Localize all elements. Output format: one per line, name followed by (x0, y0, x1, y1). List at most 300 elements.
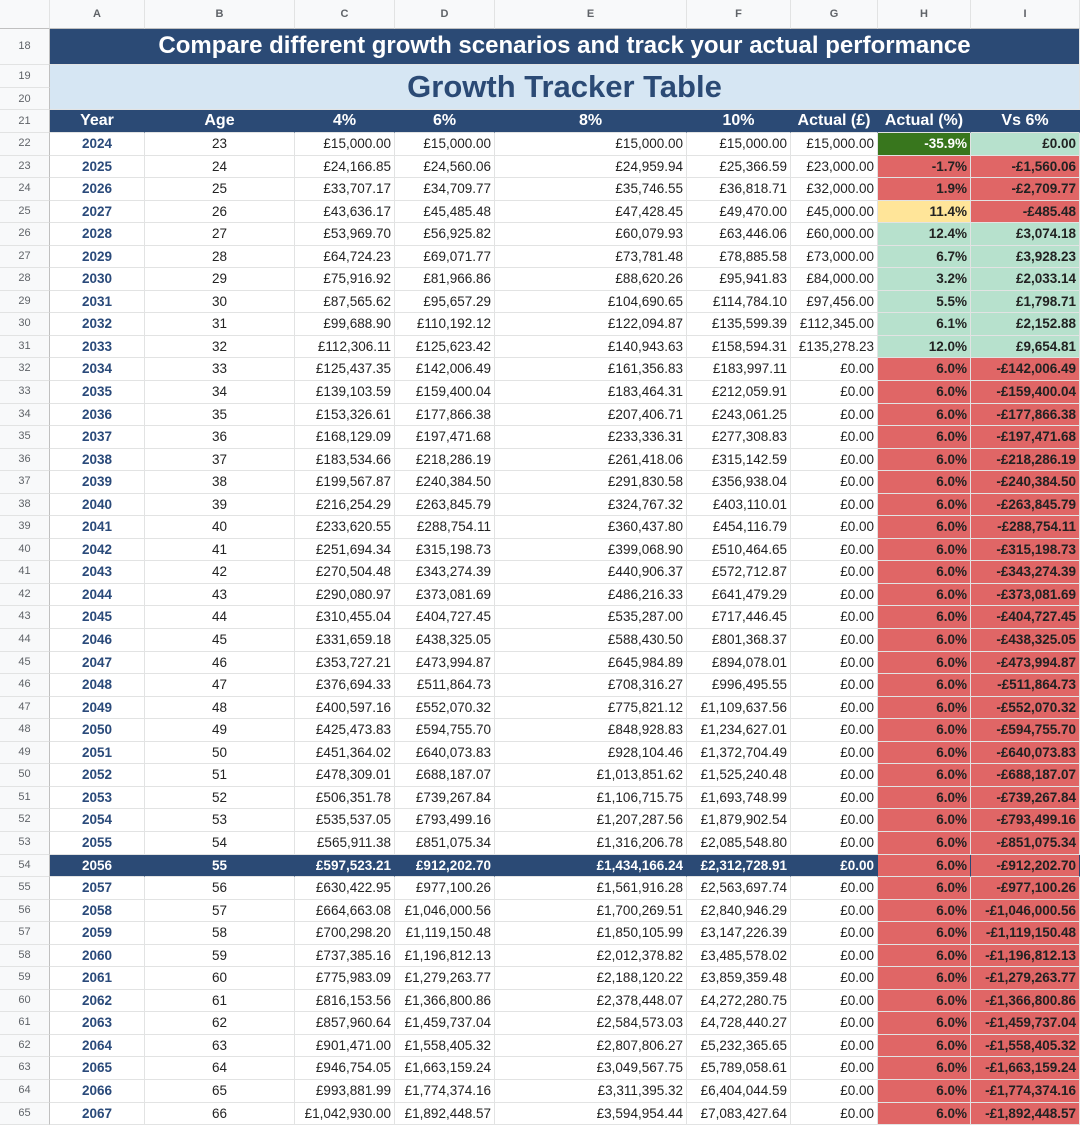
row-number[interactable]: 31 (0, 336, 50, 359)
vs-6pct-cell[interactable]: -£177,866.38 (971, 404, 1080, 427)
year-cell[interactable]: 2031 (50, 291, 145, 314)
vs-6pct-cell[interactable]: -£511,864.73 (971, 674, 1080, 697)
growth-6pct-cell[interactable]: £912,202.70 (395, 855, 495, 878)
growth-4pct-cell[interactable]: £331,659.18 (295, 629, 395, 652)
growth-8pct-cell[interactable]: £207,406.71 (495, 404, 687, 427)
actual-pct-cell[interactable]: 6.0% (878, 742, 971, 765)
column-header-e[interactable]: E (495, 0, 687, 29)
growth-6pct-cell[interactable]: £594,755.70 (395, 719, 495, 742)
year-cell[interactable]: 2032 (50, 313, 145, 336)
actual-pct-cell[interactable]: 1.9% (878, 178, 971, 201)
vs-6pct-cell[interactable]: £3,074.18 (971, 223, 1080, 246)
row-number[interactable]: 34 (0, 404, 50, 427)
growth-8pct-cell[interactable]: £324,767.32 (495, 494, 687, 517)
row-number[interactable]: 37 (0, 471, 50, 494)
age-cell[interactable]: 41 (145, 539, 295, 562)
year-cell[interactable]: 2060 (50, 945, 145, 968)
growth-4pct-cell[interactable]: £290,080.97 (295, 584, 395, 607)
growth-6pct-cell[interactable]: £404,727.45 (395, 606, 495, 629)
age-cell[interactable]: 50 (145, 742, 295, 765)
growth-6pct-cell[interactable]: £263,845.79 (395, 494, 495, 517)
year-cell[interactable]: 2036 (50, 404, 145, 427)
age-cell[interactable]: 57 (145, 900, 295, 923)
actual-gbp-cell[interactable]: £0.00 (791, 471, 878, 494)
actual-gbp-cell[interactable]: £0.00 (791, 494, 878, 517)
growth-4pct-cell[interactable]: £535,537.05 (295, 809, 395, 832)
row-number[interactable]: 43 (0, 606, 50, 629)
actual-gbp-cell[interactable]: £45,000.00 (791, 201, 878, 224)
year-cell[interactable]: 2058 (50, 900, 145, 923)
row-number[interactable]: 38 (0, 494, 50, 517)
actual-gbp-cell[interactable]: £0.00 (791, 1035, 878, 1058)
growth-6pct-cell[interactable]: £688,187.07 (395, 764, 495, 787)
growth-4pct-cell[interactable]: £946,754.05 (295, 1057, 395, 1080)
row-number[interactable]: 26 (0, 223, 50, 246)
age-cell[interactable]: 38 (145, 471, 295, 494)
age-cell[interactable]: 65 (145, 1080, 295, 1103)
row-number[interactable]: 51 (0, 787, 50, 810)
growth-8pct-cell[interactable]: £2,188,120.22 (495, 967, 687, 990)
growth-6pct-cell[interactable]: £34,709.77 (395, 178, 495, 201)
growth-6pct-cell[interactable]: £315,198.73 (395, 539, 495, 562)
growth-4pct-cell[interactable]: £199,567.87 (295, 471, 395, 494)
row-number[interactable]: 61 (0, 1012, 50, 1035)
growth-4pct-cell[interactable]: £630,422.95 (295, 877, 395, 900)
row-number[interactable]: 19 (0, 65, 50, 88)
growth-6pct-cell[interactable]: £1,279,263.77 (395, 967, 495, 990)
actual-pct-cell[interactable]: 6.0% (878, 990, 971, 1013)
age-cell[interactable]: 37 (145, 449, 295, 472)
actual-gbp-cell[interactable]: £0.00 (791, 855, 878, 878)
header-4pct[interactable]: 4% (295, 110, 395, 133)
growth-8pct-cell[interactable]: £2,807,806.27 (495, 1035, 687, 1058)
column-header-d[interactable]: D (395, 0, 495, 29)
age-cell[interactable]: 27 (145, 223, 295, 246)
age-cell[interactable]: 64 (145, 1057, 295, 1080)
growth-8pct-cell[interactable]: £35,746.55 (495, 178, 687, 201)
growth-6pct-cell[interactable]: £793,499.16 (395, 809, 495, 832)
age-cell[interactable]: 58 (145, 922, 295, 945)
age-cell[interactable]: 26 (145, 201, 295, 224)
age-cell[interactable]: 40 (145, 516, 295, 539)
age-cell[interactable]: 36 (145, 426, 295, 449)
actual-gbp-cell[interactable]: £0.00 (791, 449, 878, 472)
growth-8pct-cell[interactable]: £161,356.83 (495, 358, 687, 381)
actual-pct-cell[interactable]: 6.0% (878, 494, 971, 517)
growth-6pct-cell[interactable]: £125,623.42 (395, 336, 495, 359)
year-cell[interactable]: 2062 (50, 990, 145, 1013)
row-number[interactable]: 44 (0, 629, 50, 652)
vs-6pct-cell[interactable]: -£594,755.70 (971, 719, 1080, 742)
actual-gbp-cell[interactable]: £0.00 (791, 1012, 878, 1035)
actual-pct-cell[interactable]: 6.0% (878, 1057, 971, 1080)
actual-pct-cell[interactable]: 6.0% (878, 809, 971, 832)
year-cell[interactable]: 2049 (50, 697, 145, 720)
growth-6pct-cell[interactable]: £15,000.00 (395, 133, 495, 156)
vs-6pct-cell[interactable]: -£739,267.84 (971, 787, 1080, 810)
growth-8pct-cell[interactable]: £60,079.93 (495, 223, 687, 246)
year-cell[interactable]: 2034 (50, 358, 145, 381)
growth-10pct-cell[interactable]: £49,470.00 (687, 201, 791, 224)
year-cell[interactable]: 2040 (50, 494, 145, 517)
actual-gbp-cell[interactable]: £0.00 (791, 652, 878, 675)
row-number[interactable]: 54 (0, 855, 50, 878)
age-cell[interactable]: 45 (145, 629, 295, 652)
growth-8pct-cell[interactable]: £775,821.12 (495, 697, 687, 720)
row-number[interactable]: 25 (0, 201, 50, 224)
growth-4pct-cell[interactable]: £506,351.78 (295, 787, 395, 810)
growth-4pct-cell[interactable]: £233,620.55 (295, 516, 395, 539)
actual-pct-cell[interactable]: 6.0% (878, 922, 971, 945)
growth-6pct-cell[interactable]: £438,325.05 (395, 629, 495, 652)
actual-gbp-cell[interactable]: £0.00 (791, 990, 878, 1013)
column-header-c[interactable]: C (295, 0, 395, 29)
actual-gbp-cell[interactable]: £0.00 (791, 381, 878, 404)
actual-pct-cell[interactable]: 6.0% (878, 471, 971, 494)
growth-8pct-cell[interactable]: £183,464.31 (495, 381, 687, 404)
growth-10pct-cell[interactable]: £212,059.91 (687, 381, 791, 404)
row-number[interactable]: 64 (0, 1080, 50, 1103)
growth-8pct-cell[interactable]: £1,316,206.78 (495, 832, 687, 855)
vs-6pct-cell[interactable]: -£288,754.11 (971, 516, 1080, 539)
growth-8pct-cell[interactable]: £3,049,567.75 (495, 1057, 687, 1080)
actual-gbp-cell[interactable]: £0.00 (791, 1103, 878, 1125)
year-cell[interactable]: 2067 (50, 1103, 145, 1125)
growth-4pct-cell[interactable]: £857,960.64 (295, 1012, 395, 1035)
age-cell[interactable]: 31 (145, 313, 295, 336)
header-actual-gbp[interactable]: Actual (£) (791, 110, 878, 133)
vs-6pct-cell[interactable]: -£793,499.16 (971, 809, 1080, 832)
vs-6pct-cell[interactable]: -£552,070.32 (971, 697, 1080, 720)
vs-6pct-cell[interactable]: £1,798.71 (971, 291, 1080, 314)
year-cell[interactable]: 2056 (50, 855, 145, 878)
growth-8pct-cell[interactable]: £291,830.58 (495, 471, 687, 494)
vs-6pct-cell[interactable]: -£142,006.49 (971, 358, 1080, 381)
growth-10pct-cell[interactable]: £1,525,240.48 (687, 764, 791, 787)
growth-6pct-cell[interactable]: £218,286.19 (395, 449, 495, 472)
growth-10pct-cell[interactable]: £7,083,427.64 (687, 1103, 791, 1125)
growth-4pct-cell[interactable]: £901,471.00 (295, 1035, 395, 1058)
age-cell[interactable]: 60 (145, 967, 295, 990)
age-cell[interactable]: 54 (145, 832, 295, 855)
actual-gbp-cell[interactable]: £0.00 (791, 877, 878, 900)
growth-8pct-cell[interactable]: £645,984.89 (495, 652, 687, 675)
row-number[interactable]: 46 (0, 674, 50, 697)
growth-10pct-cell[interactable]: £95,941.83 (687, 268, 791, 291)
growth-4pct-cell[interactable]: £53,969.70 (295, 223, 395, 246)
growth-8pct-cell[interactable]: £104,690.65 (495, 291, 687, 314)
vs-6pct-cell[interactable]: -£977,100.26 (971, 877, 1080, 900)
growth-6pct-cell[interactable]: £640,073.83 (395, 742, 495, 765)
growth-4pct-cell[interactable]: £87,565.62 (295, 291, 395, 314)
age-cell[interactable]: 35 (145, 404, 295, 427)
column-header-b[interactable]: B (145, 0, 295, 29)
actual-pct-cell[interactable]: 5.5% (878, 291, 971, 314)
actual-pct-cell[interactable]: 6.0% (878, 404, 971, 427)
actual-gbp-cell[interactable]: £23,000.00 (791, 156, 878, 179)
growth-10pct-cell[interactable]: £243,061.25 (687, 404, 791, 427)
age-cell[interactable]: 55 (145, 855, 295, 878)
year-cell[interactable]: 2048 (50, 674, 145, 697)
actual-pct-cell[interactable]: 6.0% (878, 539, 971, 562)
growth-4pct-cell[interactable]: £353,727.21 (295, 652, 395, 675)
growth-10pct-cell[interactable]: £996,495.55 (687, 674, 791, 697)
actual-pct-cell[interactable]: 6.0% (878, 561, 971, 584)
vs-6pct-cell[interactable]: -£1,046,000.56 (971, 900, 1080, 923)
year-cell[interactable]: 2064 (50, 1035, 145, 1058)
age-cell[interactable]: 34 (145, 381, 295, 404)
actual-gbp-cell[interactable]: £0.00 (791, 516, 878, 539)
growth-4pct-cell[interactable]: £816,153.56 (295, 990, 395, 1013)
growth-6pct-cell[interactable]: £24,560.06 (395, 156, 495, 179)
age-cell[interactable]: 42 (145, 561, 295, 584)
actual-pct-cell[interactable]: 6.0% (878, 606, 971, 629)
actual-pct-cell[interactable]: 6.0% (878, 945, 971, 968)
actual-pct-cell[interactable]: 12.4% (878, 223, 971, 246)
growth-4pct-cell[interactable]: £376,694.33 (295, 674, 395, 697)
header-age[interactable]: Age (145, 110, 295, 133)
growth-4pct-cell[interactable]: £400,597.16 (295, 697, 395, 720)
growth-4pct-cell[interactable]: £139,103.59 (295, 381, 395, 404)
growth-4pct-cell[interactable]: £33,707.17 (295, 178, 395, 201)
growth-6pct-cell[interactable]: £81,966.86 (395, 268, 495, 291)
growth-10pct-cell[interactable]: £6,404,044.59 (687, 1080, 791, 1103)
growth-10pct-cell[interactable]: £1,109,637.56 (687, 697, 791, 720)
actual-pct-cell[interactable]: 6.0% (878, 1080, 971, 1103)
row-number[interactable]: 45 (0, 652, 50, 675)
actual-pct-cell[interactable]: 3.2% (878, 268, 971, 291)
actual-gbp-cell[interactable]: £0.00 (791, 945, 878, 968)
growth-4pct-cell[interactable]: £99,688.90 (295, 313, 395, 336)
growth-8pct-cell[interactable]: £261,418.06 (495, 449, 687, 472)
row-number[interactable]: 60 (0, 990, 50, 1013)
actual-gbp-cell[interactable]: £97,456.00 (791, 291, 878, 314)
growth-4pct-cell[interactable]: £43,636.17 (295, 201, 395, 224)
vs-6pct-cell[interactable]: -£1,560.06 (971, 156, 1080, 179)
growth-8pct-cell[interactable]: £1,434,166.24 (495, 855, 687, 878)
growth-6pct-cell[interactable]: £110,192.12 (395, 313, 495, 336)
growth-4pct-cell[interactable]: £270,504.48 (295, 561, 395, 584)
growth-10pct-cell[interactable]: £15,000.00 (687, 133, 791, 156)
growth-10pct-cell[interactable]: £63,446.06 (687, 223, 791, 246)
age-cell[interactable]: 66 (145, 1103, 295, 1125)
vs-6pct-cell[interactable]: -£485.48 (971, 201, 1080, 224)
growth-6pct-cell[interactable]: £1,892,448.57 (395, 1103, 495, 1125)
actual-gbp-cell[interactable]: £112,345.00 (791, 313, 878, 336)
actual-pct-cell[interactable]: 6.0% (878, 900, 971, 923)
growth-10pct-cell[interactable]: £454,116.79 (687, 516, 791, 539)
vs-6pct-cell[interactable]: £9,654.81 (971, 336, 1080, 359)
row-number[interactable]: 36 (0, 449, 50, 472)
age-cell[interactable]: 29 (145, 268, 295, 291)
row-number[interactable]: 20 (0, 88, 50, 111)
growth-8pct-cell[interactable]: £848,928.83 (495, 719, 687, 742)
row-number[interactable]: 33 (0, 381, 50, 404)
row-number[interactable]: 29 (0, 291, 50, 314)
row-number[interactable]: 23 (0, 156, 50, 179)
growth-8pct-cell[interactable]: £2,378,448.07 (495, 990, 687, 1013)
row-number[interactable]: 48 (0, 719, 50, 742)
actual-gbp-cell[interactable]: £60,000.00 (791, 223, 878, 246)
vs-6pct-cell[interactable]: -£218,286.19 (971, 449, 1080, 472)
growth-10pct-cell[interactable]: £5,789,058.61 (687, 1057, 791, 1080)
growth-6pct-cell[interactable]: £1,046,000.56 (395, 900, 495, 923)
growth-10pct-cell[interactable]: £4,272,280.75 (687, 990, 791, 1013)
actual-gbp-cell[interactable]: £0.00 (791, 584, 878, 607)
year-cell[interactable]: 2029 (50, 246, 145, 269)
year-cell[interactable]: 2051 (50, 742, 145, 765)
actual-pct-cell[interactable]: 6.0% (878, 967, 971, 990)
row-number[interactable]: 47 (0, 697, 50, 720)
row-number[interactable]: 35 (0, 426, 50, 449)
row-number[interactable]: 49 (0, 742, 50, 765)
vs-6pct-cell[interactable]: -£688,187.07 (971, 764, 1080, 787)
actual-pct-cell[interactable]: 6.0% (878, 516, 971, 539)
growth-4pct-cell[interactable]: £125,437.35 (295, 358, 395, 381)
vs-6pct-cell[interactable]: -£851,075.34 (971, 832, 1080, 855)
growth-10pct-cell[interactable]: £36,818.71 (687, 178, 791, 201)
growth-4pct-cell[interactable]: £112,306.11 (295, 336, 395, 359)
vs-6pct-cell[interactable]: -£197,471.68 (971, 426, 1080, 449)
header-vs-6pct[interactable]: Vs 6% (971, 110, 1080, 133)
vs-6pct-cell[interactable]: -£473,994.87 (971, 652, 1080, 675)
vs-6pct-cell[interactable]: £2,033.14 (971, 268, 1080, 291)
actual-pct-cell[interactable]: 6.0% (878, 1035, 971, 1058)
actual-pct-cell[interactable]: 6.0% (878, 787, 971, 810)
age-cell[interactable]: 32 (145, 336, 295, 359)
actual-gbp-cell[interactable]: £0.00 (791, 787, 878, 810)
age-cell[interactable]: 62 (145, 1012, 295, 1035)
growth-6pct-cell[interactable]: £473,994.87 (395, 652, 495, 675)
year-cell[interactable]: 2057 (50, 877, 145, 900)
growth-10pct-cell[interactable]: £510,464.65 (687, 539, 791, 562)
actual-pct-cell[interactable]: 12.0% (878, 336, 971, 359)
year-cell[interactable]: 2059 (50, 922, 145, 945)
growth-10pct-cell[interactable]: £315,142.59 (687, 449, 791, 472)
year-cell[interactable]: 2026 (50, 178, 145, 201)
actual-gbp-cell[interactable]: £73,000.00 (791, 246, 878, 269)
growth-8pct-cell[interactable]: £2,012,378.82 (495, 945, 687, 968)
actual-gbp-cell[interactable]: £0.00 (791, 922, 878, 945)
age-cell[interactable]: 28 (145, 246, 295, 269)
growth-10pct-cell[interactable]: £78,885.58 (687, 246, 791, 269)
growth-4pct-cell[interactable]: £24,166.85 (295, 156, 395, 179)
actual-pct-cell[interactable]: 6.0% (878, 1103, 971, 1125)
actual-gbp-cell[interactable]: £0.00 (791, 404, 878, 427)
growth-6pct-cell[interactable]: £56,925.82 (395, 223, 495, 246)
vs-6pct-cell[interactable]: -£1,558,405.32 (971, 1035, 1080, 1058)
actual-gbp-cell[interactable]: £0.00 (791, 674, 878, 697)
growth-10pct-cell[interactable]: £2,312,728.91 (687, 855, 791, 878)
actual-gbp-cell[interactable]: £0.00 (791, 606, 878, 629)
growth-4pct-cell[interactable]: £251,694.34 (295, 539, 395, 562)
growth-10pct-cell[interactable]: £158,594.31 (687, 336, 791, 359)
growth-6pct-cell[interactable]: £1,196,812.13 (395, 945, 495, 968)
year-cell[interactable]: 2042 (50, 539, 145, 562)
growth-4pct-cell[interactable]: £737,385.16 (295, 945, 395, 968)
year-cell[interactable]: 2045 (50, 606, 145, 629)
year-cell[interactable]: 2025 (50, 156, 145, 179)
age-cell[interactable]: 25 (145, 178, 295, 201)
actual-pct-cell[interactable]: -35.9% (878, 133, 971, 156)
growth-10pct-cell[interactable]: £2,085,548.80 (687, 832, 791, 855)
growth-8pct-cell[interactable]: £708,316.27 (495, 674, 687, 697)
year-cell[interactable]: 2043 (50, 561, 145, 584)
age-cell[interactable]: 53 (145, 809, 295, 832)
actual-gbp-cell[interactable]: £0.00 (791, 742, 878, 765)
row-number[interactable]: 24 (0, 178, 50, 201)
row-number[interactable]: 40 (0, 539, 50, 562)
age-cell[interactable]: 63 (145, 1035, 295, 1058)
vs-6pct-cell[interactable]: -£1,663,159.24 (971, 1057, 1080, 1080)
year-cell[interactable]: 2065 (50, 1057, 145, 1080)
actual-pct-cell[interactable]: 6.0% (878, 719, 971, 742)
growth-4pct-cell[interactable]: £216,254.29 (295, 494, 395, 517)
actual-gbp-cell[interactable]: £0.00 (791, 629, 878, 652)
year-cell[interactable]: 2024 (50, 133, 145, 156)
growth-6pct-cell[interactable]: £373,081.69 (395, 584, 495, 607)
year-cell[interactable]: 2033 (50, 336, 145, 359)
vs-6pct-cell[interactable]: -£263,845.79 (971, 494, 1080, 517)
year-cell[interactable]: 2038 (50, 449, 145, 472)
actual-pct-cell[interactable]: 6.0% (878, 764, 971, 787)
year-cell[interactable]: 2041 (50, 516, 145, 539)
growth-8pct-cell[interactable]: £360,437.80 (495, 516, 687, 539)
header-10pct[interactable]: 10% (687, 110, 791, 133)
vs-6pct-cell[interactable]: -£1,196,812.13 (971, 945, 1080, 968)
growth-10pct-cell[interactable]: £25,366.59 (687, 156, 791, 179)
growth-8pct-cell[interactable]: £1,700,269.51 (495, 900, 687, 923)
year-cell[interactable]: 2044 (50, 584, 145, 607)
growth-6pct-cell[interactable]: £159,400.04 (395, 381, 495, 404)
growth-8pct-cell[interactable]: £3,594,954.44 (495, 1103, 687, 1125)
year-cell[interactable]: 2028 (50, 223, 145, 246)
actual-gbp-cell[interactable]: £0.00 (791, 900, 878, 923)
column-header-g[interactable]: G (791, 0, 878, 29)
vs-6pct-cell[interactable]: £3,928.23 (971, 246, 1080, 269)
year-cell[interactable]: 2046 (50, 629, 145, 652)
actual-gbp-cell[interactable]: £15,000.00 (791, 133, 878, 156)
age-cell[interactable]: 23 (145, 133, 295, 156)
select-all-corner[interactable] (0, 0, 50, 29)
growth-8pct-cell[interactable]: £588,430.50 (495, 629, 687, 652)
growth-8pct-cell[interactable]: £1,207,287.56 (495, 809, 687, 832)
growth-6pct-cell[interactable]: £142,006.49 (395, 358, 495, 381)
growth-6pct-cell[interactable]: £240,384.50 (395, 471, 495, 494)
column-header-i[interactable]: I (971, 0, 1080, 29)
vs-6pct-cell[interactable]: -£1,119,150.48 (971, 922, 1080, 945)
growth-4pct-cell[interactable]: £168,129.09 (295, 426, 395, 449)
growth-4pct-cell[interactable]: £478,309.01 (295, 764, 395, 787)
age-cell[interactable]: 33 (145, 358, 295, 381)
growth-6pct-cell[interactable]: £45,485.48 (395, 201, 495, 224)
growth-8pct-cell[interactable]: £486,216.33 (495, 584, 687, 607)
vs-6pct-cell[interactable]: £2,152.88 (971, 313, 1080, 336)
actual-gbp-cell[interactable]: £84,000.00 (791, 268, 878, 291)
growth-4pct-cell[interactable]: £1,042,930.00 (295, 1103, 395, 1125)
growth-4pct-cell[interactable]: £700,298.20 (295, 922, 395, 945)
growth-4pct-cell[interactable]: £15,000.00 (295, 133, 395, 156)
growth-4pct-cell[interactable]: £775,983.09 (295, 967, 395, 990)
header-8pct[interactable]: 8% (495, 110, 687, 133)
actual-gbp-cell[interactable]: £0.00 (791, 358, 878, 381)
actual-pct-cell[interactable]: 6.0% (878, 381, 971, 404)
growth-8pct-cell[interactable]: £399,068.90 (495, 539, 687, 562)
column-header-h[interactable]: H (878, 0, 971, 29)
row-number[interactable]: 32 (0, 358, 50, 381)
actual-pct-cell[interactable]: 6.0% (878, 449, 971, 472)
actual-gbp-cell[interactable]: £0.00 (791, 764, 878, 787)
